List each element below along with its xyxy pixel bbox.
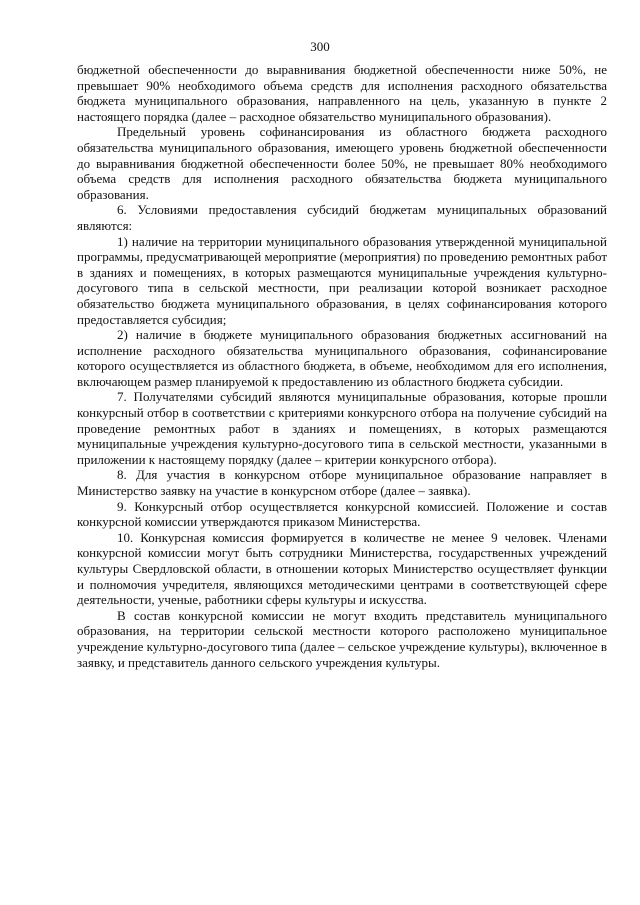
paragraph-item-6: 6. Условиями предоставления субсидий бюджетам муниципальных образований являются:	[77, 202, 607, 233]
paragraph-commission-exclusion: В состав конкурсной комиссии не могут входить представитель муниципального образования, на территории сельской местности которого расположено муниципальное учреждение культурно-досугового типа (далее – сельское учреждение культуры), включенное в заявку, и представитель данного сельского учреждения культуры.	[77, 607, 607, 670]
paragraph-condition-1: 1) наличие на территории муниципального образования утвержденной муниципальной программы, предусматривающей мероприятие (мероприятия) по проведению ремонтных работ в зданиях и помещениях, в которых размещаются муниципальные учреждения культурно-досугового типа в сельской местности, при реализации которой возникает расходное обязательство бюджета муниципального образования, в целях софинансирования которого предоставляется субсидия;	[77, 233, 608, 327]
paragraph-continuation: бюджетной обеспеченности до выравнивания бюджетной обеспеченности ниже 50%, не превышает 90% необходимого объема средств для исполнения расходного обязательства бюджета муниципального образования, направленного на цель, указанную в пункте 2 настоящего порядка (далее – расходное обязательство муниципального образования).	[77, 62, 607, 124]
paragraph-item-9: 9. Конкурсный отбор осуществляется конкурсной комиссией. Положение и состав конкурсной комиссии утверждаются приказом Министерства.	[77, 498, 607, 530]
document-body	[77, 62, 607, 670]
page-number: 300	[310, 39, 330, 54]
paragraph-item-8: 8. Для участия в конкурсном отборе муниципальное образование направляет в Министерство заявку на участие в конкурсном отборе (далее – заявка).	[77, 467, 607, 499]
paragraph-item-7: 7. Получателями субсидий являются муниципальные образования, которые прошли конкурсный отбор в соответствии с критериями конкурсного отбора на получение субсидий на проведение ремонтных работ в зданиях и помещениях, в которых размещаются муниципальные учреждения культурно-досугового типа в сельской местности, указанными в приложении к настоящему порядку (далее – критерии конкурсного отбора).	[77, 389, 607, 467]
paragraph-cofinancing-limit: Предельный уровень софинансирования из областного бюджета расходного обязательства муниципального образования, имеющего уровень бюджетной обеспеченности до выравнивания бюджетной обеспеченности более 50%, не превышает 80% необходимого объема средств для исполнения расходного обязательства бюджета муниципального образования.	[77, 124, 607, 202]
paragraph-condition-2: 2) наличие в бюджете муниципального образования бюджетных ассигнований на исполнение расходного обязательства муниципального образования, софинансирование которого осуществляется из областного бюджета, в объеме, необходимом для его исполнения, включающем размер планируемой к предоставлению из областного бюджета субсидии.	[77, 327, 607, 389]
paragraph-item-10: 10. Конкурсная комиссия формируется в количестве не менее 9 человек. Членами конкурсной комиссии могут быть сотрудники Министерства, государственных учреждений культуры Свердловской области, в отношении которых Министерство осуществляет функции и полномочия учредителя, являющихся методическими центрами в соответствующей сфере деятельности, ученые, работники сферы культуры и искусства.	[77, 529, 607, 608]
